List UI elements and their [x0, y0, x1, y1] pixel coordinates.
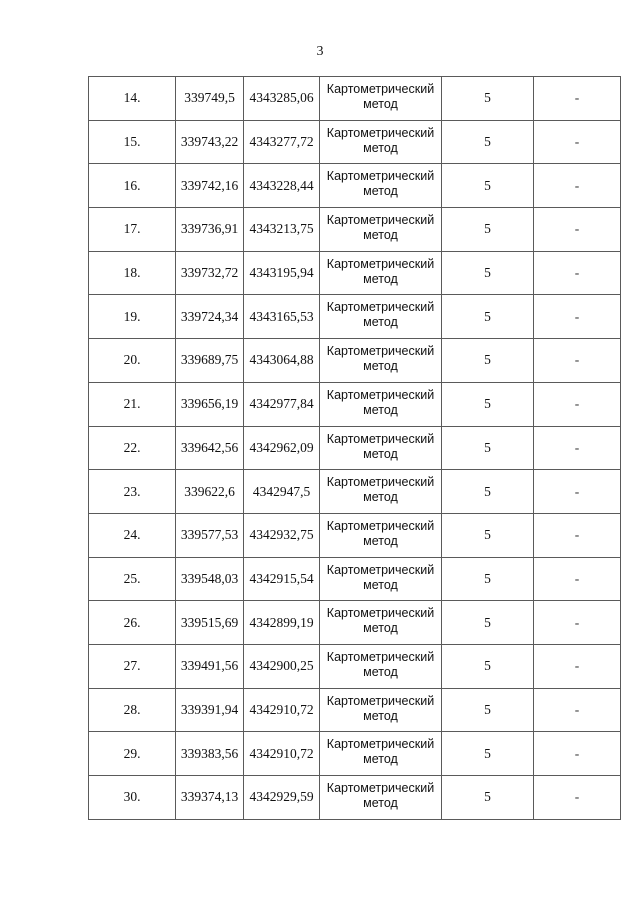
note-cell: - [534, 208, 621, 252]
y-coordinate-cell: 4343228,44 [244, 164, 320, 208]
method-cell: Картометрический метод [320, 251, 442, 295]
note-cell: - [534, 776, 621, 820]
note-cell: - [534, 339, 621, 383]
method-cell: Картометрический метод [320, 513, 442, 557]
method-cell: Картометрический метод [320, 688, 442, 732]
y-coordinate-cell: 4343285,06 [244, 77, 320, 121]
point-number-cell: 28. [89, 688, 176, 732]
note-cell: - [534, 426, 621, 470]
accuracy-cell: 5 [442, 164, 534, 208]
note-cell: - [534, 732, 621, 776]
method-cell: Картометрический метод [320, 776, 442, 820]
table-row [89, 776, 621, 820]
x-coordinate-cell: 339642,56 [176, 426, 244, 470]
table-row [89, 164, 621, 208]
table-row [89, 339, 621, 383]
page-number: 3 [316, 44, 324, 59]
note-cell: - [534, 77, 621, 121]
accuracy-cell: 5 [442, 513, 534, 557]
y-coordinate-cell: 4343064,88 [244, 339, 320, 383]
accuracy-cell: 5 [442, 382, 534, 426]
point-number-cell: 22. [89, 426, 176, 470]
accuracy-cell: 5 [442, 295, 534, 339]
table-row [89, 295, 621, 339]
x-coordinate-cell: 339383,56 [176, 732, 244, 776]
x-coordinate-cell: 339622,6 [176, 470, 244, 514]
coordinates-table-body [89, 77, 621, 820]
note-cell: - [534, 164, 621, 208]
method-cell: Картометрический метод [320, 120, 442, 164]
y-coordinate-cell: 4342910,72 [244, 732, 320, 776]
accuracy-cell: 5 [442, 208, 534, 252]
table-row [89, 688, 621, 732]
point-number-cell: 20. [89, 339, 176, 383]
table-row [89, 77, 621, 121]
method-cell: Картометрический метод [320, 77, 442, 121]
method-cell: Картометрический метод [320, 732, 442, 776]
table-row [89, 470, 621, 514]
note-cell: - [534, 688, 621, 732]
accuracy-cell: 5 [442, 77, 534, 121]
point-number-cell: 15. [89, 120, 176, 164]
note-cell: - [534, 251, 621, 295]
x-coordinate-cell: 339548,03 [176, 557, 244, 601]
x-coordinate-cell: 339577,53 [176, 513, 244, 557]
x-coordinate-cell: 339742,16 [176, 164, 244, 208]
x-coordinate-cell: 339491,56 [176, 644, 244, 688]
table-row [89, 382, 621, 426]
y-coordinate-cell: 4342915,54 [244, 557, 320, 601]
y-coordinate-cell: 4342899,19 [244, 601, 320, 645]
y-coordinate-cell: 4342929,59 [244, 776, 320, 820]
table-row [89, 120, 621, 164]
y-coordinate-cell: 4342932,75 [244, 513, 320, 557]
y-coordinate-cell: 4342910,72 [244, 688, 320, 732]
note-cell: - [534, 557, 621, 601]
table-row [89, 732, 621, 776]
x-coordinate-cell: 339515,69 [176, 601, 244, 645]
table-row [89, 426, 621, 470]
y-coordinate-cell: 4342900,25 [244, 644, 320, 688]
y-coordinate-cell: 4343195,94 [244, 251, 320, 295]
table-row [89, 601, 621, 645]
y-coordinate-cell: 4343213,75 [244, 208, 320, 252]
note-cell: - [534, 120, 621, 164]
x-coordinate-cell: 339656,19 [176, 382, 244, 426]
accuracy-cell: 5 [442, 557, 534, 601]
method-cell: Картометрический метод [320, 295, 442, 339]
note-cell: - [534, 644, 621, 688]
note-cell: - [534, 382, 621, 426]
accuracy-cell: 5 [442, 688, 534, 732]
point-number-cell: 24. [89, 513, 176, 557]
y-coordinate-cell: 4342947,5 [244, 470, 320, 514]
x-coordinate-cell: 339724,34 [176, 295, 244, 339]
x-coordinate-cell: 339736,91 [176, 208, 244, 252]
point-number-cell: 27. [89, 644, 176, 688]
x-coordinate-cell: 339743,22 [176, 120, 244, 164]
method-cell: Картометрический метод [320, 426, 442, 470]
accuracy-cell: 5 [442, 732, 534, 776]
table-row [89, 208, 621, 252]
accuracy-cell: 5 [442, 426, 534, 470]
x-coordinate-cell: 339391,94 [176, 688, 244, 732]
note-cell: - [534, 601, 621, 645]
coordinates-table [88, 76, 621, 820]
point-number-cell: 25. [89, 557, 176, 601]
point-number-cell: 14. [89, 77, 176, 121]
method-cell: Картометрический метод [320, 208, 442, 252]
method-cell: Картометрический метод [320, 470, 442, 514]
note-cell: - [534, 513, 621, 557]
point-number-cell: 16. [89, 164, 176, 208]
method-cell: Картометрический метод [320, 164, 442, 208]
table-row [89, 513, 621, 557]
point-number-cell: 26. [89, 601, 176, 645]
table-row [89, 557, 621, 601]
method-cell: Картометрический метод [320, 601, 442, 645]
method-cell: Картометрический метод [320, 339, 442, 383]
point-number-cell: 29. [89, 732, 176, 776]
point-number-cell: 19. [89, 295, 176, 339]
point-number-cell: 18. [89, 251, 176, 295]
x-coordinate-cell: 339732,72 [176, 251, 244, 295]
method-cell: Картометрический метод [320, 644, 442, 688]
y-coordinate-cell: 4342977,84 [244, 382, 320, 426]
y-coordinate-cell: 4343277,72 [244, 120, 320, 164]
point-number-cell: 21. [89, 382, 176, 426]
accuracy-cell: 5 [442, 601, 534, 645]
accuracy-cell: 5 [442, 776, 534, 820]
table-row [89, 644, 621, 688]
method-cell: Картометрический метод [320, 382, 442, 426]
accuracy-cell: 5 [442, 470, 534, 514]
note-cell: - [534, 295, 621, 339]
table-row [89, 251, 621, 295]
x-coordinate-cell: 339374,13 [176, 776, 244, 820]
point-number-cell: 23. [89, 470, 176, 514]
y-coordinate-cell: 4342962,09 [244, 426, 320, 470]
y-coordinate-cell: 4343165,53 [244, 295, 320, 339]
x-coordinate-cell: 339749,5 [176, 77, 244, 121]
accuracy-cell: 5 [442, 251, 534, 295]
accuracy-cell: 5 [442, 644, 534, 688]
x-coordinate-cell: 339689,75 [176, 339, 244, 383]
accuracy-cell: 5 [442, 339, 534, 383]
point-number-cell: 30. [89, 776, 176, 820]
note-cell: - [534, 470, 621, 514]
accuracy-cell: 5 [442, 120, 534, 164]
method-cell: Картометрический метод [320, 557, 442, 601]
point-number-cell: 17. [89, 208, 176, 252]
